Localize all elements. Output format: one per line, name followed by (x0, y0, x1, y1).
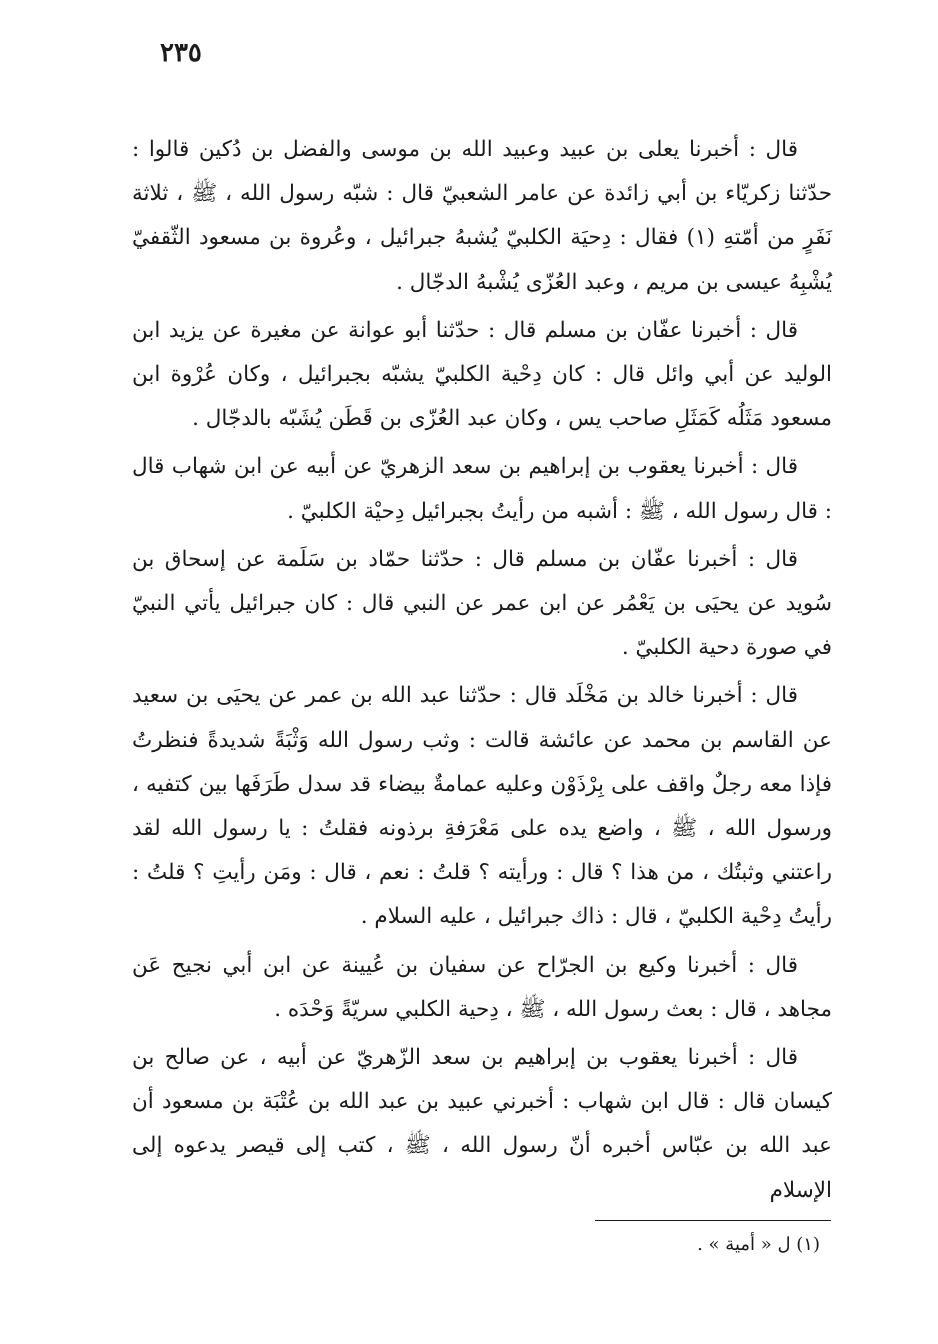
paragraph: قال : أخبرنا عفّان بن مسلم قال : حدّثنا حمّاد بن سَلَمة عن إسحاق بن سُويد عن يحيَى بن يَعْمُر عن ابن عمر عن النبي قال : كان جبرائيل يأتي النبيّ في صورة دحية الكلبيّ . (132, 546, 832, 661)
page-number: ٢٣٥ (160, 38, 202, 68)
footnote-divider (595, 1220, 831, 1221)
main-text (132, 128, 832, 1217)
paragraph: قال : أخبرنا وكيع بن الجرّاح عن سفيان بن عُيينة عن ابن أبي نجيح عَن مجاهد ، قال : بعث رسول الله ، ﷺ ، دِحية الكلبي سريّةً وَحْدَه . (132, 952, 832, 1022)
paragraph: قال : أخبرنا يعقوب بن إبراهيم بن سعد الزهريّ عن أبيه عن ابن شهاب قال : قال رسول الله ، ﷺ : أشبه من رأيتُ بجبرائيل دِحيْة الكلبيّ . (132, 454, 832, 524)
paragraph: قال : أخبرنا عفّان بن مسلم قال : حدّثنا أبو عوانة عن مغيرة عن يزيد ابن الوليد عن أبي وائل قال : كان دِحْية الكلبيّ يشبّه بجبرائيل ، وكان عُرْوة ابن مسعود مَثَلُه كَمَثَلِ صاحب يس ، وكان عبد العُزّى بن قَطَن يُشَبّه بالدجّال . (132, 317, 832, 432)
paragraph: قال : أخبرنا يعلى بن عبيد وعبيد الله بن موسى والفضل بن دُكين قالوا : حدّثنا زكريّاء بن أبي زائدة عن عامر الشعبيّ قال : شبّه رسول الله ، ﷺ ، ثلاثة نَفَرٍ من أمّتهِ (١) فقال : دِحيَة الكلبيّ يُشبهُ جبرائيل ، وعُروة بن مسعود الثّقفيّ يُشْبِهُ عيسى بن مريم ، وعبد العُزّى يُشْبهُ الدجّال . (132, 137, 832, 295)
paragraph: قال : أخبرنا خالد بن مَخْلَد قال : حدّثنا عبد الله بن عمر عن يحيَى بن سعيد عن القاسم بن محمد عن عائشة قالت : وثب رسول الله وَثْبَةً شديدةً فنظرتُ فإذا معه رجلٌ واقف على بِرْذَوْن وعليه عمامةٌ بيضاء قد سدل طَرَفَها بين كتفيه ، ورسول الله ، ﷺ ، واضع يده على مَعْرَفةِ برذونه فقلتُ : يا رسول الله لقد راعتني وثبتُك ، من هذا ؟ قال : ورأيته ؟ قلتُ : نعم ، قال : ومَن رأيتِ ؟ قلتُ : رأيتُ دِحْية الكلبيّ ، قال : ذاك جبرائيل ، عليه السلام . (132, 683, 832, 930)
paragraph: قال : أخبرنا يعقوب بن إبراهيم بن سعد الزّهريّ عن أبيه ، عن صالح بن كيسان قال : قال ابن شهاب : أخبرني عبيد بن عبد الله بن عُتْبَة بن مسعود أن عبد الله بن عبّاس أخبره أنّ رسول الله ، ﷺ ، كتب إلى قيصر يدعوه إلى الإسلام (132, 1045, 832, 1203)
footnote: (١) ل « أمية » . (697, 1234, 820, 1255)
